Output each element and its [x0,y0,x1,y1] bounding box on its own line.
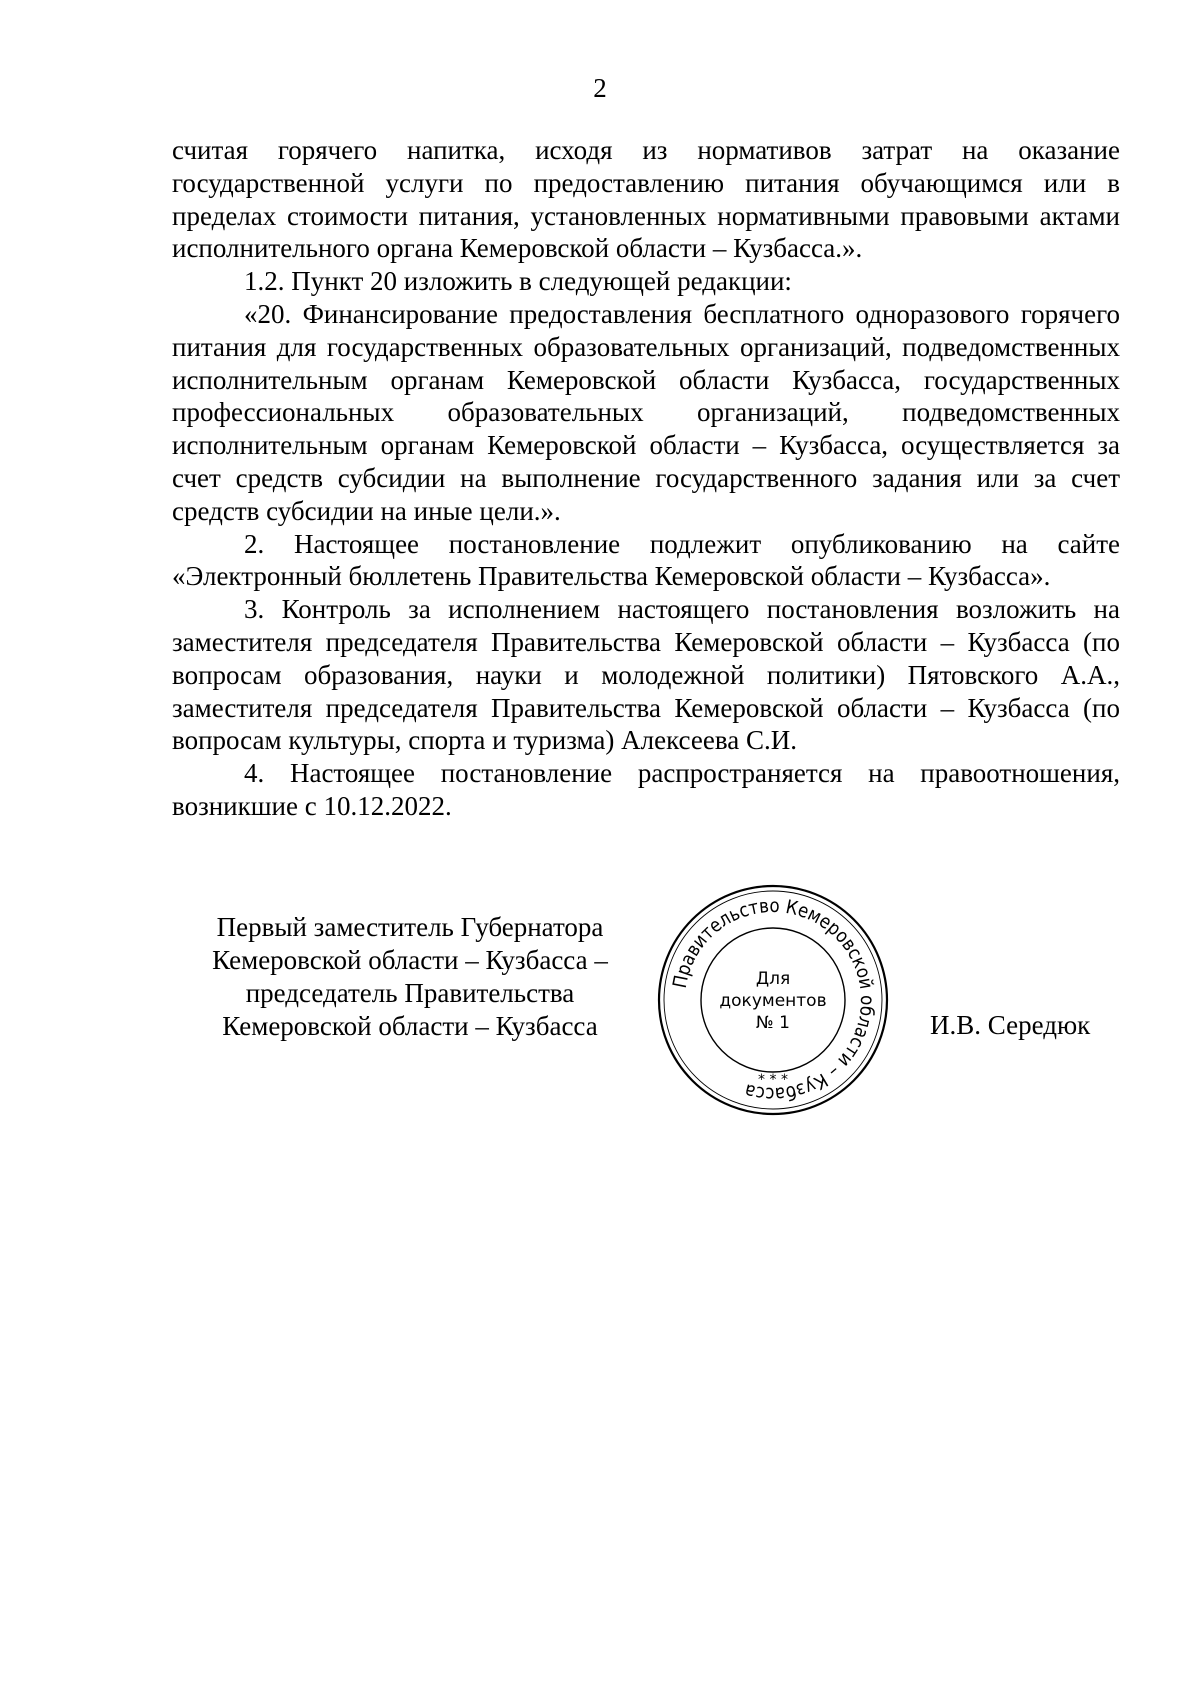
stamp-center-line: № 1 [756,1013,790,1033]
paragraph-item-4: 4. Настоящее постановление распространяется на правоотношения, возникшие с 10.12.2022. [172,758,1120,821]
stamp-stars: * * * [758,1072,788,1088]
signatory-title-line: Первый заместитель Губернатора [216,912,604,942]
stamp-center-line: документов [719,991,827,1011]
stamp-center-line: Для [755,969,791,989]
paragraph-continuation: считая горячего напитка, исходя из нормативов затрат на оказание государственной услуги по предоставлению питания обучающимся или в пределах стоимости питания, установленных нормативными правовыми актами исполнительного органа Кемеровской области – Кузбасса.». [172,135,1120,264]
paragraph-item-3: 3. Контроль за исполнением настоящего постановления возложить на заместителя председателя Правительства Кемеровской области – Кузбасса (по вопросам образования, науки и молодежной политики) Пятовского А.А., заместителя председателя Правительства Кемеровской области – Кузбасса (по вопросам культуры, спорта и туризма) Алексеева С.И. [172,594,1120,756]
paragraph-item-2: 2. Настоящее постановление подлежит опубликованию на сайте «Электронный бюллетень Правительства Кемеровской области – Кузбасса». [172,528,1120,592]
signatory-title-line: Кемеровской области – Кузбасса – [212,945,608,975]
stamp-ring-text: Правительство Кемеровской области – Кузбасса [668,894,879,1106]
signatory-title-line: председатель Правительства [245,978,575,1008]
page-number: 2 [593,73,607,103]
paragraph-item-20: «20. Финансирование предоставления бесплатного одноразового горячего питания для государственных образовательных организаций, подведомственных исполнительным органам Кемеровской области Кузбасса, государственных профессиональных образовательных организаций, подведомственных исполнительным органам Кемеровской области – Кузбасса, осуществляется за счет средств субсидии на выполнение государственного задания или за счет средств субсидии на иные цели.». [172,298,1120,526]
signatory-name: И.В. Середюк [930,1010,1091,1040]
signatory-title-line: Кемеровской области – Кузбасса [222,1011,598,1041]
paragraph-item-1-2: 1.2. Пункт 20 изложить в следующей редакции: [244,266,792,297]
document-body [172,134,1120,823]
signatory-title [150,911,670,1043]
official-stamp [653,880,893,1120]
